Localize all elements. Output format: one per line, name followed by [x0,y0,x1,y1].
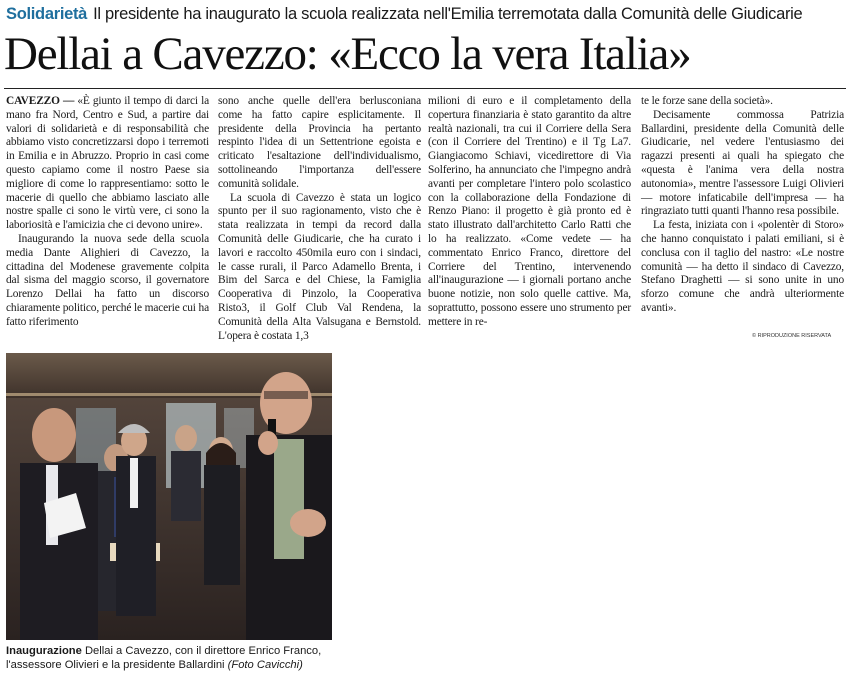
headline-rule [4,88,846,89]
article-column-2 [218,95,421,343]
paragraph-text: «È giunto il tempo di darci la mano fra Nord, Centro e Sud, a partire dai valori di solidarietà e di responsabilità che abbiamo visto concretizzarsi dopo i terremoti in Emilia e in Abruzzo. Proprio in casi come questo capiamo come il nostro Paese sia migliore di come lo rappresentiamo: sotto le macerie di quello che abbiamo lasciato alle nostre spalle ci sono le virtù vere, ci sono la laboriosità e l'amicizia che ci devono unire». [6,95,209,232]
article-column-3 [428,95,631,330]
paragraph [218,95,421,192]
article-column-4 [641,95,844,316]
caption-text: Dellai a Cavezzo, con il direttore Enrico Franco, l'assessore Olivieri e la presidente Ballardini [6,645,322,671]
section-label: Solidarietà [6,5,88,23]
paragraph [6,95,209,233]
paragraph-text: La scuola di Cavezzo è stata un logico spunto per il suo ragionamento, visto che è stata realizzata in tempi da record dalla Comunità delle Giudicarie, che ha curato i lavori e raccolto 450mila euro con i sindaci, le casse rurali, il Parco Adamello Brenta, i Bim del Sarca e del Chiese, la Famiglia Cooperativa di Pinzolo, la Cooperativa Risto3, il Golf Club Val Rendena, la Comunità della Alta Valsugana e Bernstold. L'opera è costata 1,3 [218,191,421,342]
paragraph [641,109,844,219]
paragraph [641,95,844,109]
kicker [6,5,846,24]
kicker-text: Il presidente ha inaugurato la scuola realizzata nell'Emilia terremotata dalla Comunità delle Giudicarie [93,5,803,23]
paragraph [428,95,631,330]
news-photo [6,353,332,640]
paragraph-text: Decisamente commossa Patrizia Ballardini, presidente della Comunità delle Giudicarie, nel vedere l'entusiasmo dei ragazzi presenti ai quali ha spiegato che «questa è l'anima vera della nostra autonomia», mentre l'assessore Luigi Olivieri — motore infaticabile dell'impresa — ha ringraziato tutti quanti l'hanno resa possibile. [641,108,844,218]
paragraph [641,219,844,316]
paragraph-text: milioni di euro e il completamento della copertura finanziaria è stato garantito da altre realtà nazionali, tra cui il Corriere della Sera (con il Corriere del Trentino) e il Tg La7. Giangiacomo Schiavi, vicedirettore di Via Solferino, ha annunciato che l'impegno andrà avanti per completare l'intero polo scolastico con la collaborazione della Fondazione di Renzo Piano: il progetto è già pronto ed è stato illustrato dall'architetto Carlo Ratti che lo ha realizzato. «Come vedete — ha commentato Enrico Franco, direttore del Corriere del Trentino, intervenendo all'inaugurazione — i giornali portano anche buone notizie, non solo quelle cattive. Ma, soprattutto, possono essere uno strumento per mettere in re- [428,95,631,328]
photo-credit: (Foto Cavicchi) [227,659,303,671]
caption-label: Inaugurazione [6,645,82,657]
paragraph-text: sono anche quelle dell'era berlusconiana come ha fatto capire esplicitamente. Il presidente della Provincia ha pertanto respinto l'idea di un Settentrione egoista e criticato l'esaltazione dell'individualismo, sottolineando l'importanza dell'essere comunità solidale. [218,95,421,190]
copyright-notice: © RIPRODUZIONE RISERVATA [752,333,832,339]
photo-caption [6,644,336,672]
dateline: CAVEZZO — [6,95,75,107]
paragraph-text: Inaugurando la nuova sede della scuola media Dante Alighieri di Cavezzo, la cittadina del Modenese gravemente colpita dal sisma del maggio scorso, il governatore Lorenzo Dellai ha fatto un discorso chiaramente politico, perché le macerie cui ha fatto riferimento [6,232,209,328]
photo-illustration [6,353,332,640]
paragraph-text: te le forze sane della società». [641,95,773,107]
paragraph [6,233,209,330]
article-column-1 [6,95,209,330]
paragraph-text: La festa, iniziata con i «polentèr di Storo» che hanno conquistato i palati emiliani, si è conclusa con il taglio del nastro: «Le nostre comunità — ha detto il sindaco di Cavezzo, Stefano Draghetti — si sono unite in uno sforzo comune che andrà ulteriormente avanti». [641,219,844,314]
paragraph [218,192,421,344]
headline: Dellai a Cavezzo: «Ecco la vera Italia» [4,28,691,80]
